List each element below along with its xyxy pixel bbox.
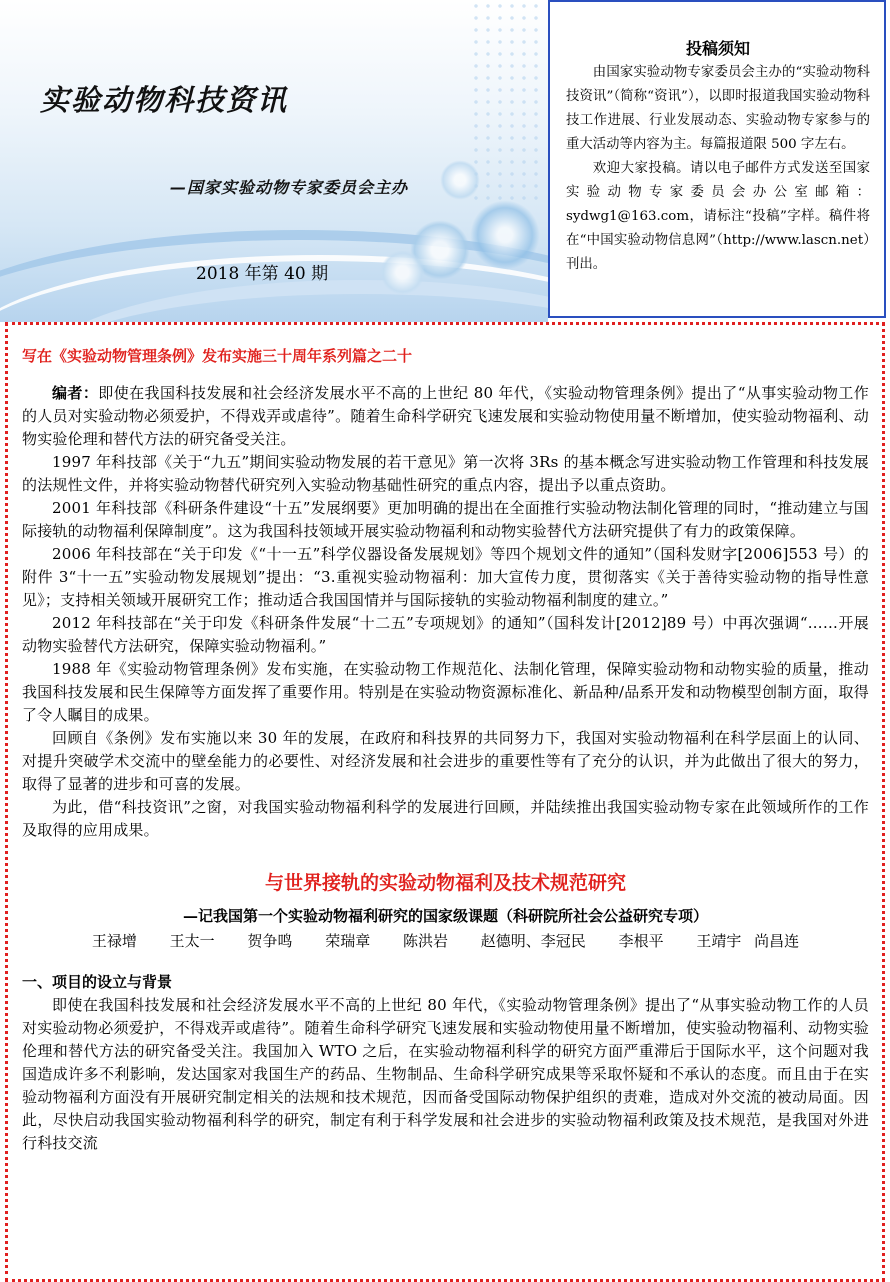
editor-note-paragraph <box>22 382 869 451</box>
author-name: 赵德明、李冠民 <box>480 932 586 950</box>
body-paragraph: 为此，借“科技资讯”之窗，对我国实验动物福利科学的发展进行回顾，并陆续推出我国实验动物专家在此领域所作的工作及取得的应用成果。 <box>22 798 869 839</box>
notice-paragraph: 由国家实验动物专家委员会主办的“实验动物科技资讯”（简称“资讯”），以即时报道我国实验动物科技工作进展、行业发展动态、实验动物专家参与的重大活动等内容为主。每篇报道限 500 字左右。 <box>566 65 870 152</box>
article-title: 与世界接轨的实验动物福利及技术规范研究 <box>264 872 626 894</box>
decorative-flower-icon <box>380 250 425 295</box>
editor-label: 编者： <box>52 384 99 402</box>
body-paragraph: 2012 年科技部在“关于印发《科研条件发展“十二五”专项规划》的通知”（国科发计[2012]89 号）中再次强调“……开展动物实验替代方法研究，保障实验动物福利。” <box>22 614 869 655</box>
series-heading: 写在《实验动物管理条例》发布实施三十周年系列篇之二十 <box>22 347 413 365</box>
notice-title: 投稿须知 <box>685 39 750 58</box>
decorative-dots <box>470 0 540 200</box>
author-name: 荣瑞章 <box>325 932 371 950</box>
submission-notice-box <box>548 0 886 318</box>
publication-title: 实验动物科技资讯 <box>40 83 289 117</box>
body-paragraph: 2001 年科技部《科研条件建设“十五”发展纲要》更加明确的提出在全面推行实验动物法制化管理的同时，“推动建立与国际接轨的动物福利保障制度”。这为我国科技领域开展实验动物福利和动物实验替代方法研究提供了有力的政策保障。 <box>22 499 869 540</box>
notice-paragraph: 欢迎大家投稿。请以电子邮件方式发送至国家实验动物专家委员会办公室邮箱：sydwg1@163.com，请标注“投稿”字样。稿件将在“中国实验动物信息网”（http://www.lascn.net）刊出。 <box>566 161 870 272</box>
decorative-flower-icon <box>470 200 540 270</box>
body-paragraph: 1997 年科技部《关于“九五”期间实验动物发展的若干意见》第一次将 3Rs 的基本概念写进实验动物工作管理和科技发展的法规性文件，并将实验动物替代研究列入实验动物基础性研究的重点内容，提出予以重点资助。 <box>22 453 869 494</box>
paragraph-text: 即使在我国科技发展和社会经济发展水平不高的上世纪 80 年代，《实验动物管理条例》提出了“从事实验动物工作的人员对实验动物必须爱护，不得戏弄或虐待”。随着生命科学研究飞速发展和实验动物使用量不断增加，使实验动物福利、动物实验伦理和替代方法的研究备受关注。 <box>22 384 869 448</box>
decorative-flower-icon <box>440 160 480 200</box>
main-article-frame <box>5 322 885 1282</box>
author-name: 李根平 <box>618 932 664 950</box>
author-name: 贺争鸣 <box>247 932 293 950</box>
issue-number: 2018 年第 40 期 <box>196 264 329 284</box>
author-list <box>22 930 869 951</box>
body-paragraph: 2006 年科技部在“关于印发《“十一五”科学仪器设备发展规划》等四个规划文件的通知”（国科发财字[2006]553 号）的附件 3“十一五”实验动物发展规划”提出：“3.重视实验动物福利：加大宣传力度，贯彻落实《关于善待实验动物的指导性意见》；支持相关领域开展研究工作；推动适合我国国情并与国际接轨的实验动物福利制度的建立。” <box>22 545 869 609</box>
publication-sponsor: —国家实验动物专家委员会主办 <box>170 178 409 197</box>
author-name: 王靖宇 尚昌连 <box>696 932 800 950</box>
author-name: 陈洪岩 <box>403 932 449 950</box>
body-paragraph: 1988 年《实验动物管理条例》发布实施，在实验动物工作规范化、法制化管理，保障实验动物和动物实验的质量，推动我国科技发展和民生保障等方面发挥了重要作用。特别是在实验动物资源标准化、新品种/品系开发和动物模型创制方面，取得了令人瞩目的成果。 <box>22 660 869 724</box>
author-name: 王太一 <box>169 932 215 950</box>
author-name: 王禄增 <box>91 932 137 950</box>
article-subtitle: —记我国第一个实验动物福利研究的国家级课题（科研院所社会公益研究专项） <box>182 907 708 925</box>
masthead <box>0 0 548 322</box>
body-paragraph: 即使在我国科技发展和社会经济发展水平不高的上世纪 80 年代，《实验动物管理条例》提出了“从事实验动物工作的人员对实验动物必须爱护，不得戏弄或虐待”。随着生命科学研究飞速发展和实验动物使用量不断增加，使实验动物福利、动物实验伦理和替代方法的研究备受关注。我国加入 WTO 之后，在实验动物福利科学的研究方面严重滞后于国际水平，这个问题对我国造成许多不利影响，发达国家对我国生产的药品、生物制品、生命科学研究成果等采取怀疑和不承认的态度。而且由于在实验动物福利方面没有开展研究制定相关的法规和技术规范，因而备受国际动物保护组织的责难，造成对外交流的被动局面。因此，尽快启动我国实验动物福利科学的研究，制定有利于科学发展和社会进步的实验动物福利政策及技术规范，是我国对外进行科技交流 <box>22 996 869 1152</box>
body-paragraph: 回顾自《条例》发布实施以来 30 年的发展，在政府和科技界的共同努力下，我国对实验动物福利在科学层面上的认同、对提升突破学术交流中的壁垒能力的必要性、对经济发展和社会进步的重要性等有了充分的认识，并为此做出了很大的努力，取得了显著的进步和可喜的发展。 <box>22 729 869 793</box>
section-heading: 一、项目的设立与背景 <box>22 973 173 991</box>
